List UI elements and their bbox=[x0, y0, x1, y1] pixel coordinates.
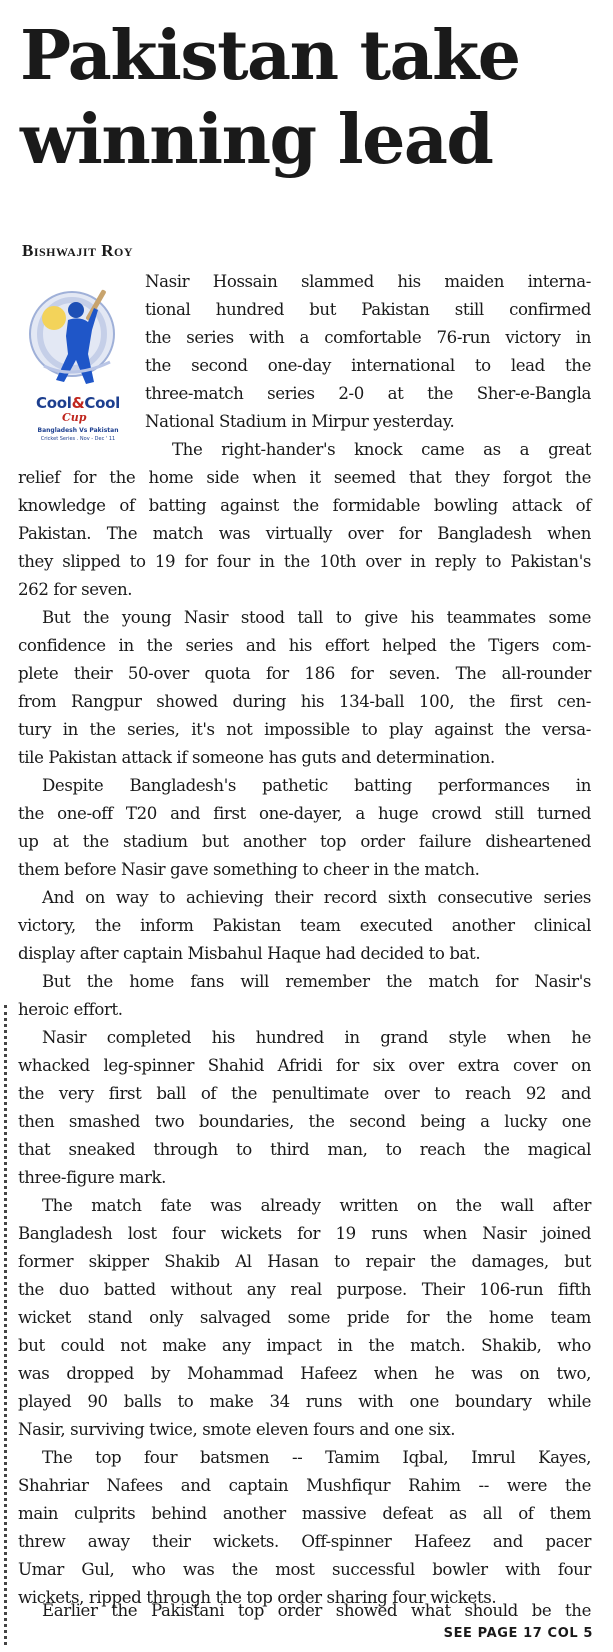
article-line: former skipper Shakib Al Hasan to repair the damages, but bbox=[18, 1252, 591, 1271]
article-line: confidence in the series and his effort helped the Tigers com- bbox=[18, 636, 591, 655]
article-line: Earlier the Pakistani top order showed what should be the bbox=[42, 1601, 591, 1620]
cricketer-logo-graphic bbox=[14, 284, 142, 396]
article-line: Pakistan. The match was virtually over for Bangladesh when bbox=[18, 524, 591, 543]
article-line: main culprits behind another massive defeat as all of them bbox=[18, 1504, 591, 1523]
dotted-column-rule bbox=[4, 1005, 7, 1645]
article-line: heroic effort. bbox=[18, 1000, 123, 1019]
article-line: Bangladesh lost four wickets for 19 runs when Nasir joined bbox=[18, 1224, 591, 1243]
article-line: up at the stadium but another top order failure disheartened bbox=[18, 832, 591, 851]
article-line: the series with a comfortable 76-run victory in bbox=[145, 328, 591, 347]
article-line: whacked leg-spinner Shahid Afridi for six over extra cover on bbox=[18, 1056, 591, 1075]
article-line: relief for the home side when it seemed that they forgot the bbox=[18, 468, 591, 487]
article-line: that sneaked through to third man, to reach the magical bbox=[18, 1140, 591, 1159]
cool-and-cool-cup-logo bbox=[14, 284, 142, 442]
article-line: Nasir Hossain slammed his maiden interna- bbox=[145, 272, 591, 291]
article-line: from Rangpur showed during his 134-ball 100, the first cen- bbox=[18, 692, 591, 711]
headline bbox=[20, 14, 600, 182]
article-line: but could not make any impact in the match. Shakib, who bbox=[18, 1336, 591, 1355]
article-line: tury in the series, it's not impossible to play against the versa- bbox=[18, 720, 591, 739]
logo-brand-ampersand: & bbox=[71, 394, 85, 412]
article-line: the second one-day international to lead the bbox=[145, 356, 591, 375]
article-line: Nasir, surviving twice, smote eleven fours and one six. bbox=[18, 1420, 456, 1439]
article-line: tile Pakistan attack if someone has guts and determination. bbox=[18, 748, 495, 767]
article-line: victory, the inform Pakistan team executed another clinical bbox=[18, 916, 591, 935]
article-line: The match fate was already written on the wall after bbox=[42, 1196, 591, 1215]
logo-cup-word: Cup bbox=[62, 411, 87, 424]
article-line: three-figure mark. bbox=[18, 1168, 167, 1187]
article-line: three-match series 2-0 at the Sher-e-Bangla bbox=[145, 384, 591, 403]
continued-on-page-jump: SEE PAGE 17 COL 5 bbox=[443, 1626, 593, 1641]
article-line: was dropped by Mohammad Hafeez when he was on two, bbox=[18, 1364, 591, 1383]
logo-brand-part2: Cool bbox=[84, 394, 120, 412]
article-line: 262 for seven. bbox=[18, 580, 133, 599]
article-line: display after captain Misbahul Haque had decided to bat. bbox=[18, 944, 481, 963]
headline-line-1: Pakistan take bbox=[20, 16, 520, 96]
article-line: played 90 balls to make 34 runs with one boundary while bbox=[18, 1392, 591, 1411]
article-line: they slipped to 19 for four in the 10th over in reply to Pakistan's bbox=[18, 552, 591, 571]
article-line: them before Nasir gave something to cheer in the match. bbox=[18, 860, 480, 879]
article-line: The top four batsmen -- Tamim Iqbal, Imrul Kayes, bbox=[42, 1448, 591, 1467]
article-line: tional hundred but Pakistan still confirmed bbox=[145, 300, 591, 319]
article-line: But the young Nasir stood tall to give his teammates some bbox=[42, 608, 591, 627]
headline-line-2: winning lead bbox=[20, 100, 493, 180]
article-line: the very first ball of the penultimate over to reach 92 and bbox=[18, 1084, 591, 1103]
article-line: Shahriar Nafees and captain Mushfiqur Rahim -- were the bbox=[18, 1476, 591, 1495]
article-line: And on way to achieving their record sixth consecutive series bbox=[42, 888, 591, 907]
article-line: then smashed two boundaries, the second being a lucky one bbox=[18, 1112, 591, 1131]
article-line: The right-hander's knock came as a great bbox=[172, 440, 591, 459]
article-line: wicket stand only salvaged some pride for the home team bbox=[18, 1308, 591, 1327]
logo-subtitle: Bangladesh Vs Pakistan bbox=[37, 427, 119, 434]
article-line: plete their 50-over quota for 186 for seven. The all-rounder bbox=[18, 664, 591, 683]
logo-brand-part1: Cool bbox=[36, 394, 72, 412]
article-line: knowledge of batting against the formidable bowling attack of bbox=[18, 496, 591, 515]
article-line: National Stadium in Mirpur yesterday. bbox=[145, 412, 455, 431]
logo-brand-name bbox=[14, 394, 142, 412]
article-line: Nasir completed his hundred in grand style when he bbox=[42, 1028, 591, 1047]
logo-series-dates: Cricket Series . Nov - Dec ' 11 bbox=[40, 436, 116, 442]
article-line: the one-off T20 and first one-dayer, a huge crowd still turned bbox=[18, 804, 591, 823]
article-line: But the home fans will remember the match for Nasir's bbox=[42, 972, 591, 991]
byline: Bishwajit Roy bbox=[22, 241, 134, 260]
article-line: threw away their wickets. Off-spinner Hafeez and pacer bbox=[18, 1532, 591, 1551]
article-line: wickets, ripped through the top order sharing four wickets. bbox=[18, 1588, 497, 1607]
article-line: Umar Gul, who was the most successful bowler with four bbox=[18, 1560, 591, 1579]
article-line: Despite Bangladesh's pathetic batting performances in bbox=[42, 776, 591, 795]
article-line: the duo batted without any real purpose. Their 106-run fifth bbox=[18, 1280, 591, 1299]
